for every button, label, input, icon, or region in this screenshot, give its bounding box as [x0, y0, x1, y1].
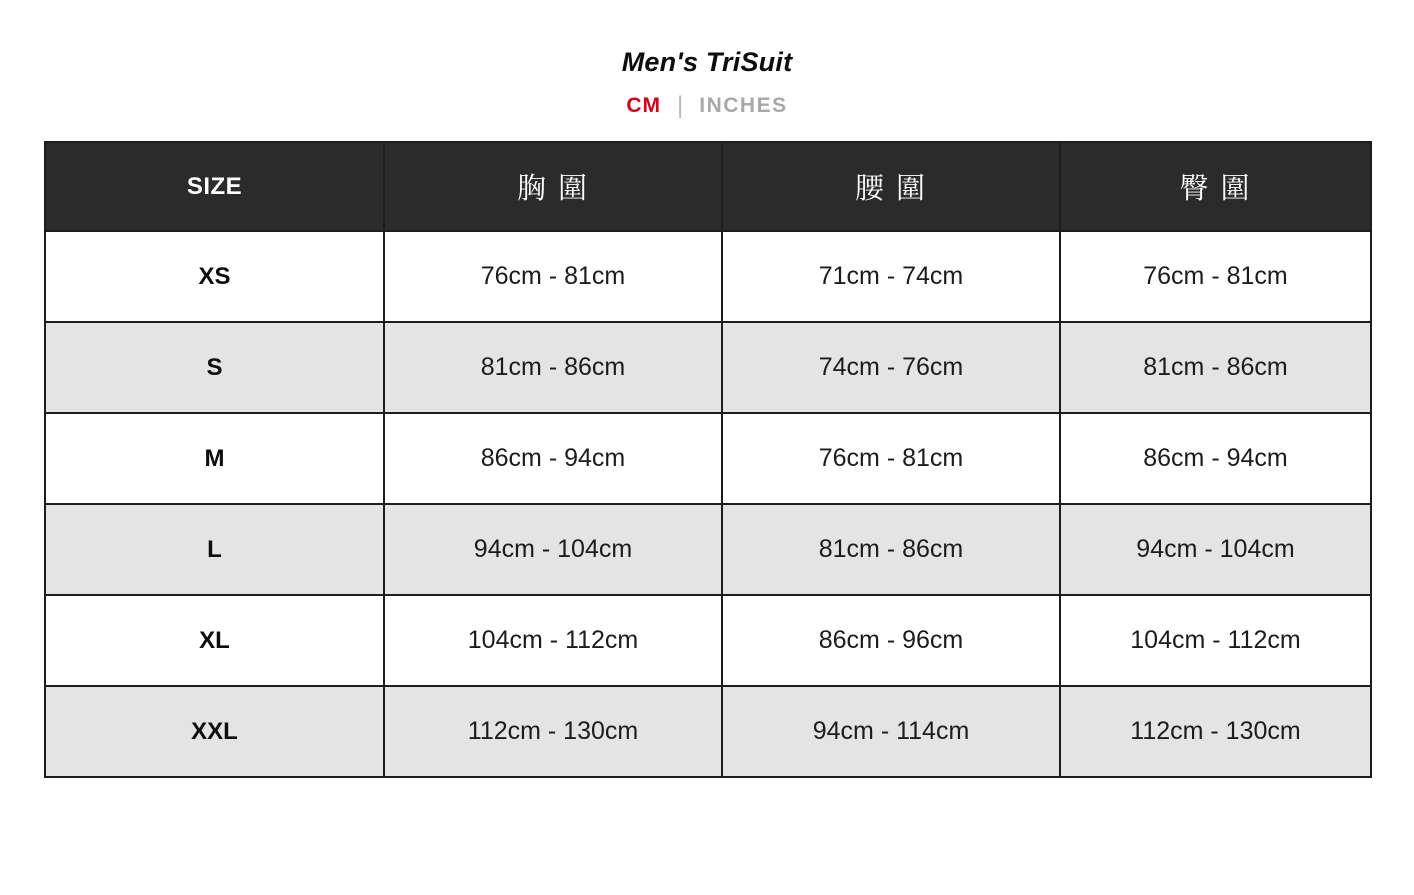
unit-toggle — [0, 92, 1414, 120]
table-row-l — [45, 504, 1371, 595]
size-cell: XL — [45, 595, 384, 686]
chest-cell: 81cm - 86cm — [384, 322, 722, 413]
size-cell: L — [45, 504, 384, 595]
unit-option-cm[interactable]: CM — [626, 94, 662, 117]
chest-cell: 76cm - 81cm — [384, 231, 722, 322]
hip-cell: 94cm - 104cm — [1060, 504, 1371, 595]
waist-cell: 76cm - 81cm — [722, 413, 1060, 504]
hip-cell: 104cm - 112cm — [1060, 595, 1371, 686]
column-header-hip: 臀 圍 — [1060, 142, 1371, 231]
hip-cell: 76cm - 81cm — [1060, 231, 1371, 322]
column-header-waist: 腰 圍 — [722, 142, 1060, 231]
hip-cell: 112cm - 130cm — [1060, 686, 1371, 777]
size-cell: S — [45, 322, 384, 413]
column-header-chest: 胸 圍 — [384, 142, 722, 231]
size-cell: XS — [45, 231, 384, 322]
waist-cell: 86cm - 96cm — [722, 595, 1060, 686]
unit-option-inches[interactable]: INCHES — [699, 94, 788, 117]
hip-cell: 81cm - 86cm — [1060, 322, 1371, 413]
page-title: Men's TriSuit — [621, 47, 793, 77]
chest-cell: 112cm - 130cm — [384, 686, 722, 777]
waist-cell: 94cm - 114cm — [722, 686, 1060, 777]
table-row-m — [45, 413, 1371, 504]
table-row-xs — [45, 231, 1371, 322]
chest-cell: 94cm - 104cm — [384, 504, 722, 595]
unit-toggle-divider: | — [677, 92, 684, 119]
size-chart-page — [0, 46, 1414, 895]
size-cell: XXL — [45, 686, 384, 777]
waist-cell: 74cm - 76cm — [722, 322, 1060, 413]
column-header-size: SIZE — [45, 142, 384, 231]
waist-cell: 81cm - 86cm — [722, 504, 1060, 595]
waist-cell: 71cm - 74cm — [722, 231, 1060, 322]
table-row-xxl — [45, 686, 1371, 777]
chest-cell: 104cm - 112cm — [384, 595, 722, 686]
hip-cell: 86cm - 94cm — [1060, 413, 1371, 504]
size-cell: M — [45, 413, 384, 504]
table-row-xl — [45, 595, 1371, 686]
header-row — [45, 142, 1371, 231]
table-row-s — [45, 322, 1371, 413]
size-chart-table — [44, 141, 1372, 778]
chest-cell: 86cm - 94cm — [384, 413, 722, 504]
